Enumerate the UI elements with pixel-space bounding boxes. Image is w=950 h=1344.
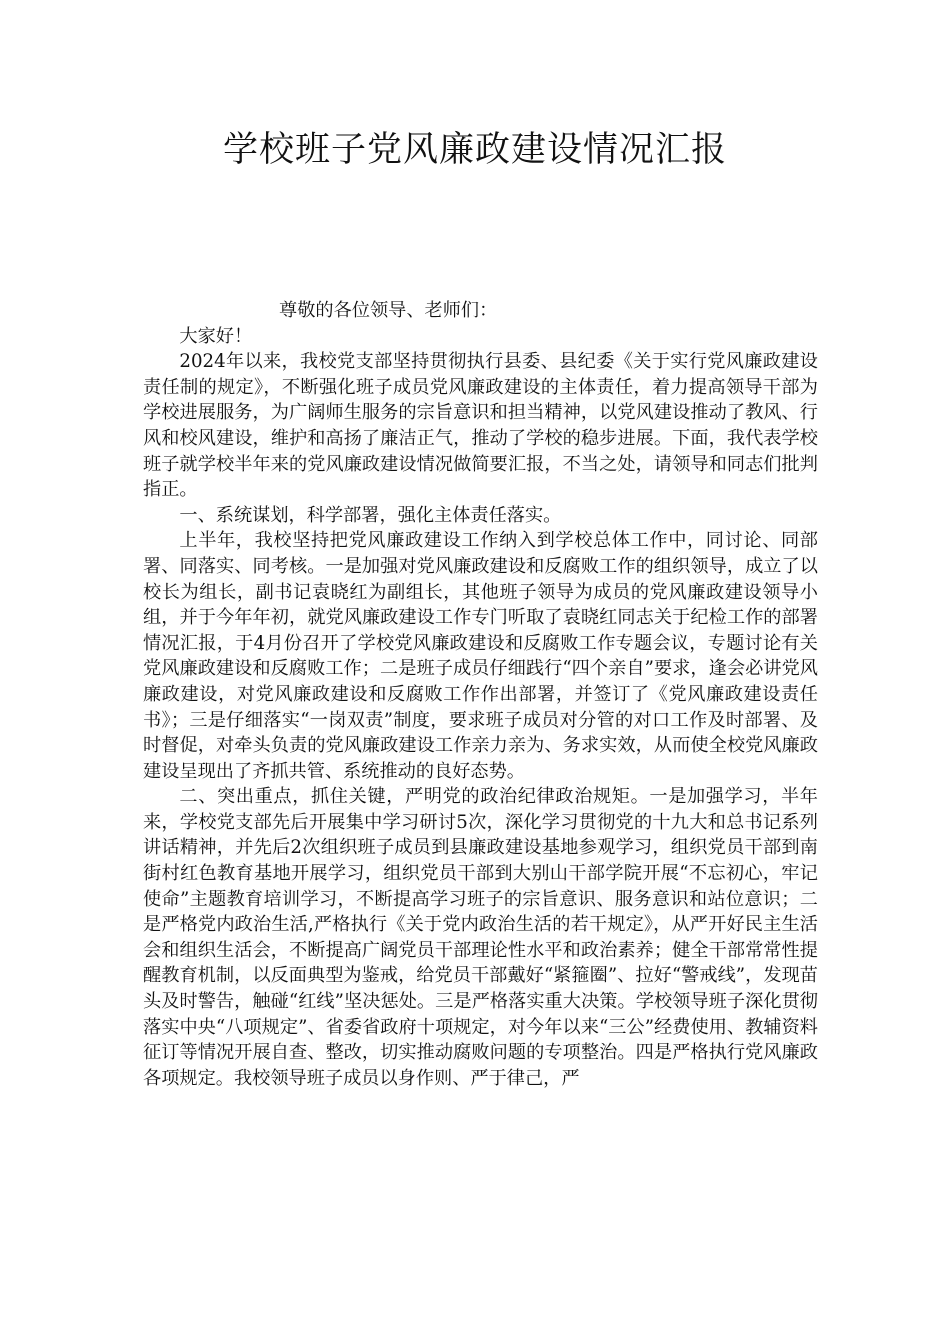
- salutation: 尊敬的各位领导、老师们：: [279, 300, 498, 321]
- greeting: 大家好！: [179, 325, 253, 347]
- document-body: [143, 298, 818, 1091]
- paragraph-section-2: 二、突出重点，抓住关键，严明党的政治纪律政治规矩。一是加强学习，半年来，学校党支部先后开展集中学习研讨5次，深化学习贯彻党的十九大和总书记系列讲话精神，并先后2次组织班子成员到县廉政建设基地参观学习，组织党员干部到南街村红色教育基地开展学习，组织党员干部到大别山干部学院开展“不忘初心，牢记使命”主题教育培训学习，不断提高学习班子的宗旨意识、服务意识和站位意识；二是严格党内政治生活,严格执行《关于党内政治生活的若干规定》，从严开好民主生活会和组织生活会，不断提高广阔党员干部理论性水平和政治素养；健全干部常常性提醒教育机制，以反面典型为鉴戒，给党员干部戴好“紧箍圈”、拉好“警戒线”，发现苗头及时警告，触碰“红线”坚决惩处。三是严格落实重大决策。学校领导班子深化贯彻落实中央“八项规定”、省委省政府十项规定，对今年以来“三公”经费使用、教辅资料征订等情况开展自查、整改，切实推动腐败问题的专项整治。四是严格执行党风廉政各项规定。我校领导班子成员以身作则、严于律己，严: [143, 786, 818, 1089]
- paragraph-intro: 2024年以来，我校党支部坚持贯彻执行县委、县纪委《关于实行党风廉政建设责任制的规定》，不断强化班子成员党风廉政建设的主体责任，着力提高领导干部为学校进展服务，为广阔师生服务的宗旨意识和担当精神，以党风建设推动了教风、行风和校风建设，维护和高扬了廉洁正气，推动了学校的稳步进展。下面，我代表学校班子就学校半年来的党风廉政建设情况做简要汇报，不当之处，请领导和同志们批判指正。: [143, 351, 818, 501]
- document-title: 学校班子党风廉政建设情况汇报: [222, 130, 727, 170]
- section-heading-1: 一、系统谋划，科学部署，强化主体责任落实。: [179, 504, 562, 526]
- paragraph-section-1: 上半年，我校坚持把党风廉政建设工作纳入到学校总体工作中，同讨论、同部署、同落实、同考核。一是加强对党风廉政建设和反腐败工作的组织领导，成立了以校长为组长，副书记袁晓红为副组长，其他班子领导为成员的党风廉政建设领导小组，并于今年年初，就党风廉政建设工作专门听取了袁晓红同志关于纪检工作的部署情况汇报，于4月份召开了学校党风廉政建设和反腐败工作专题会议，专题讨论有关党风廉政建设和反腐败工作；二是班子成员仔细践行“四个亲自”要求，逢会必讲党风廉政建设，对党风廉政建设和反腐败工作作出部署，并签订了《党风廉政建设责任书》；三是仔细落实“一岗双责”制度，要求班子成员对分管的对口工作及时部署、及时督促，对牵头负责的党风廉政建设工作亲力亲为、务求实效，从而使全校党风廉政建设呈现出了齐抓共管、系统推动的良好态势。: [143, 530, 818, 782]
